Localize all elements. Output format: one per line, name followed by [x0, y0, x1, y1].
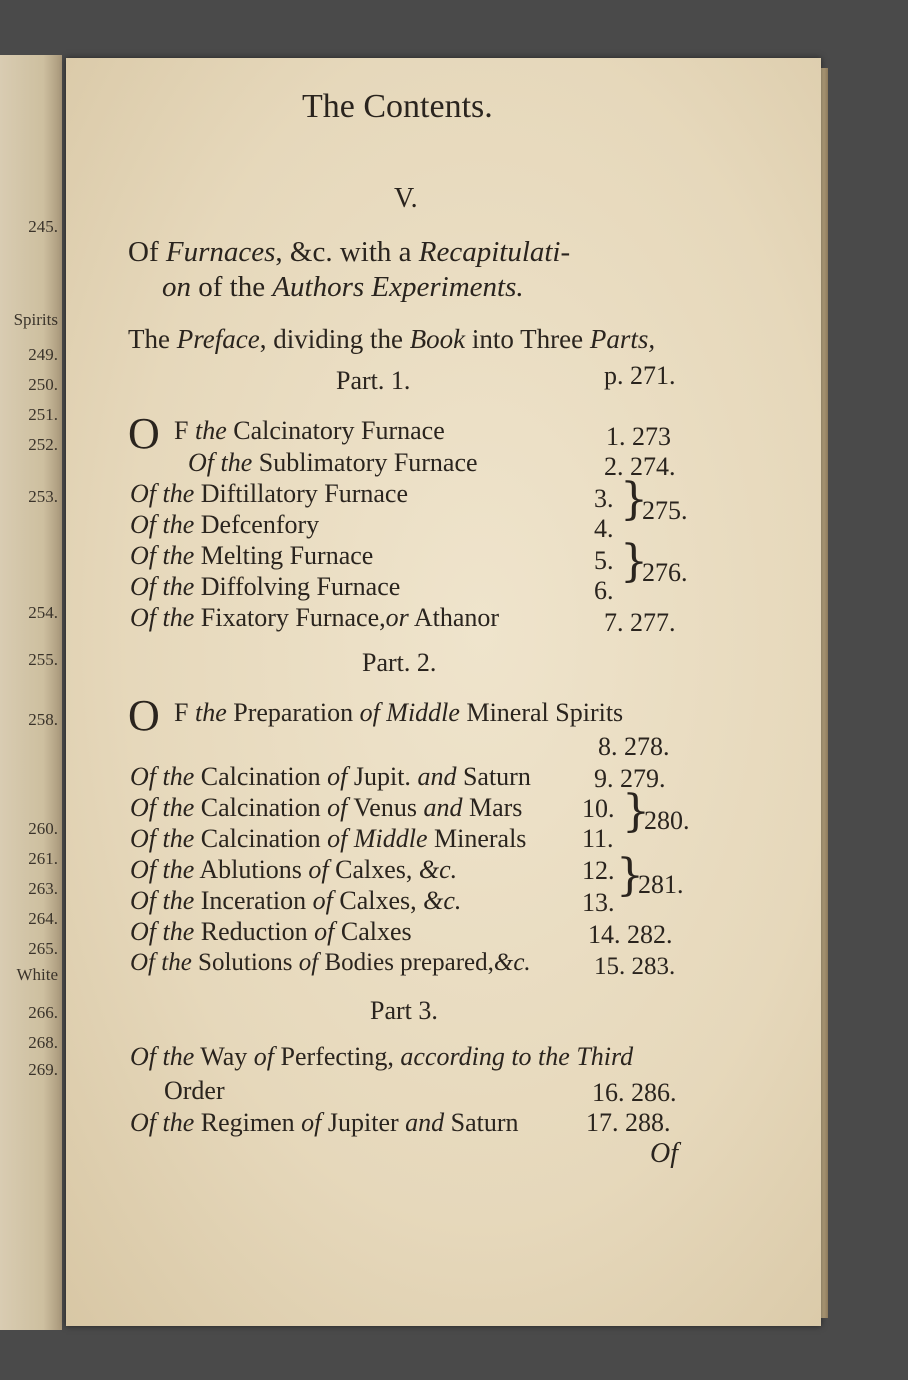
running-header: The Contents.: [302, 88, 493, 125]
part-1-label: Part. 1.: [336, 366, 411, 395]
toc-entry-continuation: Order: [164, 1076, 225, 1105]
brace-icon: }: [616, 850, 644, 901]
section-number: V.: [394, 183, 418, 214]
toc-page-number: 8. 278.: [598, 732, 670, 761]
margin-fragment: 245.: [28, 217, 58, 236]
toc-page-number: 2. 274.: [604, 452, 676, 481]
preface-line: The Preface, dividing the Book into Three Parts,: [128, 324, 656, 354]
margin-fragment: Spirits: [13, 310, 58, 329]
toc-brace-page: 280.: [644, 806, 690, 835]
margin-fragment: 252.: [28, 435, 58, 454]
brace-icon: }: [622, 786, 650, 837]
margin-fragment: 255.: [28, 650, 58, 669]
margin-fragment: 263.: [28, 879, 58, 898]
toc-page-number: 16. 286.: [592, 1078, 677, 1107]
toc-page-number: 11.: [582, 824, 614, 853]
toc-entry: Of the Calcination of Middle Minerals: [130, 824, 527, 853]
margin-fragment: 253.: [28, 487, 58, 506]
toc-page-number: 12.: [582, 856, 615, 885]
toc-entry: Of the Calcination of Venus and Mars: [130, 793, 523, 822]
toc-entry: Of the Inceration of Calxes, &c.: [130, 886, 462, 915]
part-1-page: p. 271.: [604, 361, 676, 390]
margin-fragment: 265.: [28, 939, 58, 958]
toc-entry: Of the Melting Furnace: [130, 541, 374, 570]
drop-cap-O: O: [128, 409, 160, 458]
toc-page-number: 9. 279.: [594, 764, 666, 793]
toc-entry: F the Calcinatory Furnace: [174, 416, 445, 445]
toc-page-number: 17. 288.: [586, 1108, 671, 1137]
margin-fragment: 260.: [28, 819, 58, 838]
toc-page-number: 7. 277.: [604, 608, 676, 637]
toc-entry: Of the Solutions of Bodies prepared,&c.: [130, 949, 531, 976]
toc-page-number: 6.: [594, 576, 614, 605]
toc-entry: F the Preparation of Middle Mineral Spirits: [174, 698, 624, 727]
part-3-label: Part 3.: [370, 996, 438, 1025]
margin-fragment: 261.: [28, 849, 58, 868]
part-2-label: Part. 2.: [362, 648, 437, 677]
toc-page-number: 10.: [582, 794, 615, 823]
toc-entry: Of the Defcenfory: [130, 510, 320, 539]
margin-fragment: 264.: [28, 909, 58, 928]
toc-brace-page: 275.: [642, 496, 688, 525]
toc-brace-page: 276.: [642, 558, 688, 587]
toc-entry: Of the Sublimatory Furnace: [188, 448, 478, 477]
toc-entry: Of the Way of Perfecting, according to the Third: [130, 1042, 634, 1071]
section-title-line-2: on of the Authors Experiments.: [162, 271, 524, 303]
toc-entry: Of the Diffolving Furnace: [130, 572, 401, 601]
margin-fragment: 269.: [28, 1060, 58, 1079]
toc-page-number: 15. 283.: [594, 953, 676, 980]
catchword: Of: [650, 1138, 678, 1169]
toc-entry: Of the Ablutions of Calxes, &c.: [130, 855, 458, 884]
margin-fragment: 250.: [28, 375, 58, 394]
toc-page-number: 5.: [594, 546, 614, 575]
left-page: [0, 55, 62, 1330]
toc-entry: Of the Calcination of Jupit. and Saturn: [130, 762, 531, 791]
margin-fragment: 254.: [28, 603, 58, 622]
toc-page-number: 14. 282.: [588, 920, 673, 949]
margin-fragment: 266.: [28, 1003, 58, 1022]
margin-fragment: 258.: [28, 710, 58, 729]
toc-entry: Of the Fixatory Furnace,or Athanor: [130, 603, 500, 632]
toc-entry: Of the Diftillatory Furnace: [130, 479, 408, 508]
toc-page-number: 13.: [582, 888, 615, 917]
drop-cap-O: O: [128, 691, 160, 740]
brace-icon: }: [620, 474, 648, 525]
toc-page-number: 4.: [594, 514, 614, 543]
toc-entry: Of the Reduction of Calxes: [130, 917, 412, 946]
margin-fragment: 251.: [28, 405, 58, 424]
toc-page-number: 3.: [594, 484, 614, 513]
toc-brace-page: 281.: [638, 870, 684, 899]
toc-entry: Of the Regimen of Jupiter and Saturn: [130, 1108, 519, 1137]
margin-fragment: White: [16, 965, 58, 984]
brace-icon: }: [620, 536, 648, 587]
toc-page-number: 1. 273: [606, 422, 671, 451]
margin-fragment: 268.: [28, 1033, 58, 1052]
contents-page: [66, 58, 821, 1326]
margin-fragment: 249.: [28, 345, 58, 364]
section-title-line-1: Of Furnaces, &c. with a Recapitulati-: [128, 236, 571, 268]
